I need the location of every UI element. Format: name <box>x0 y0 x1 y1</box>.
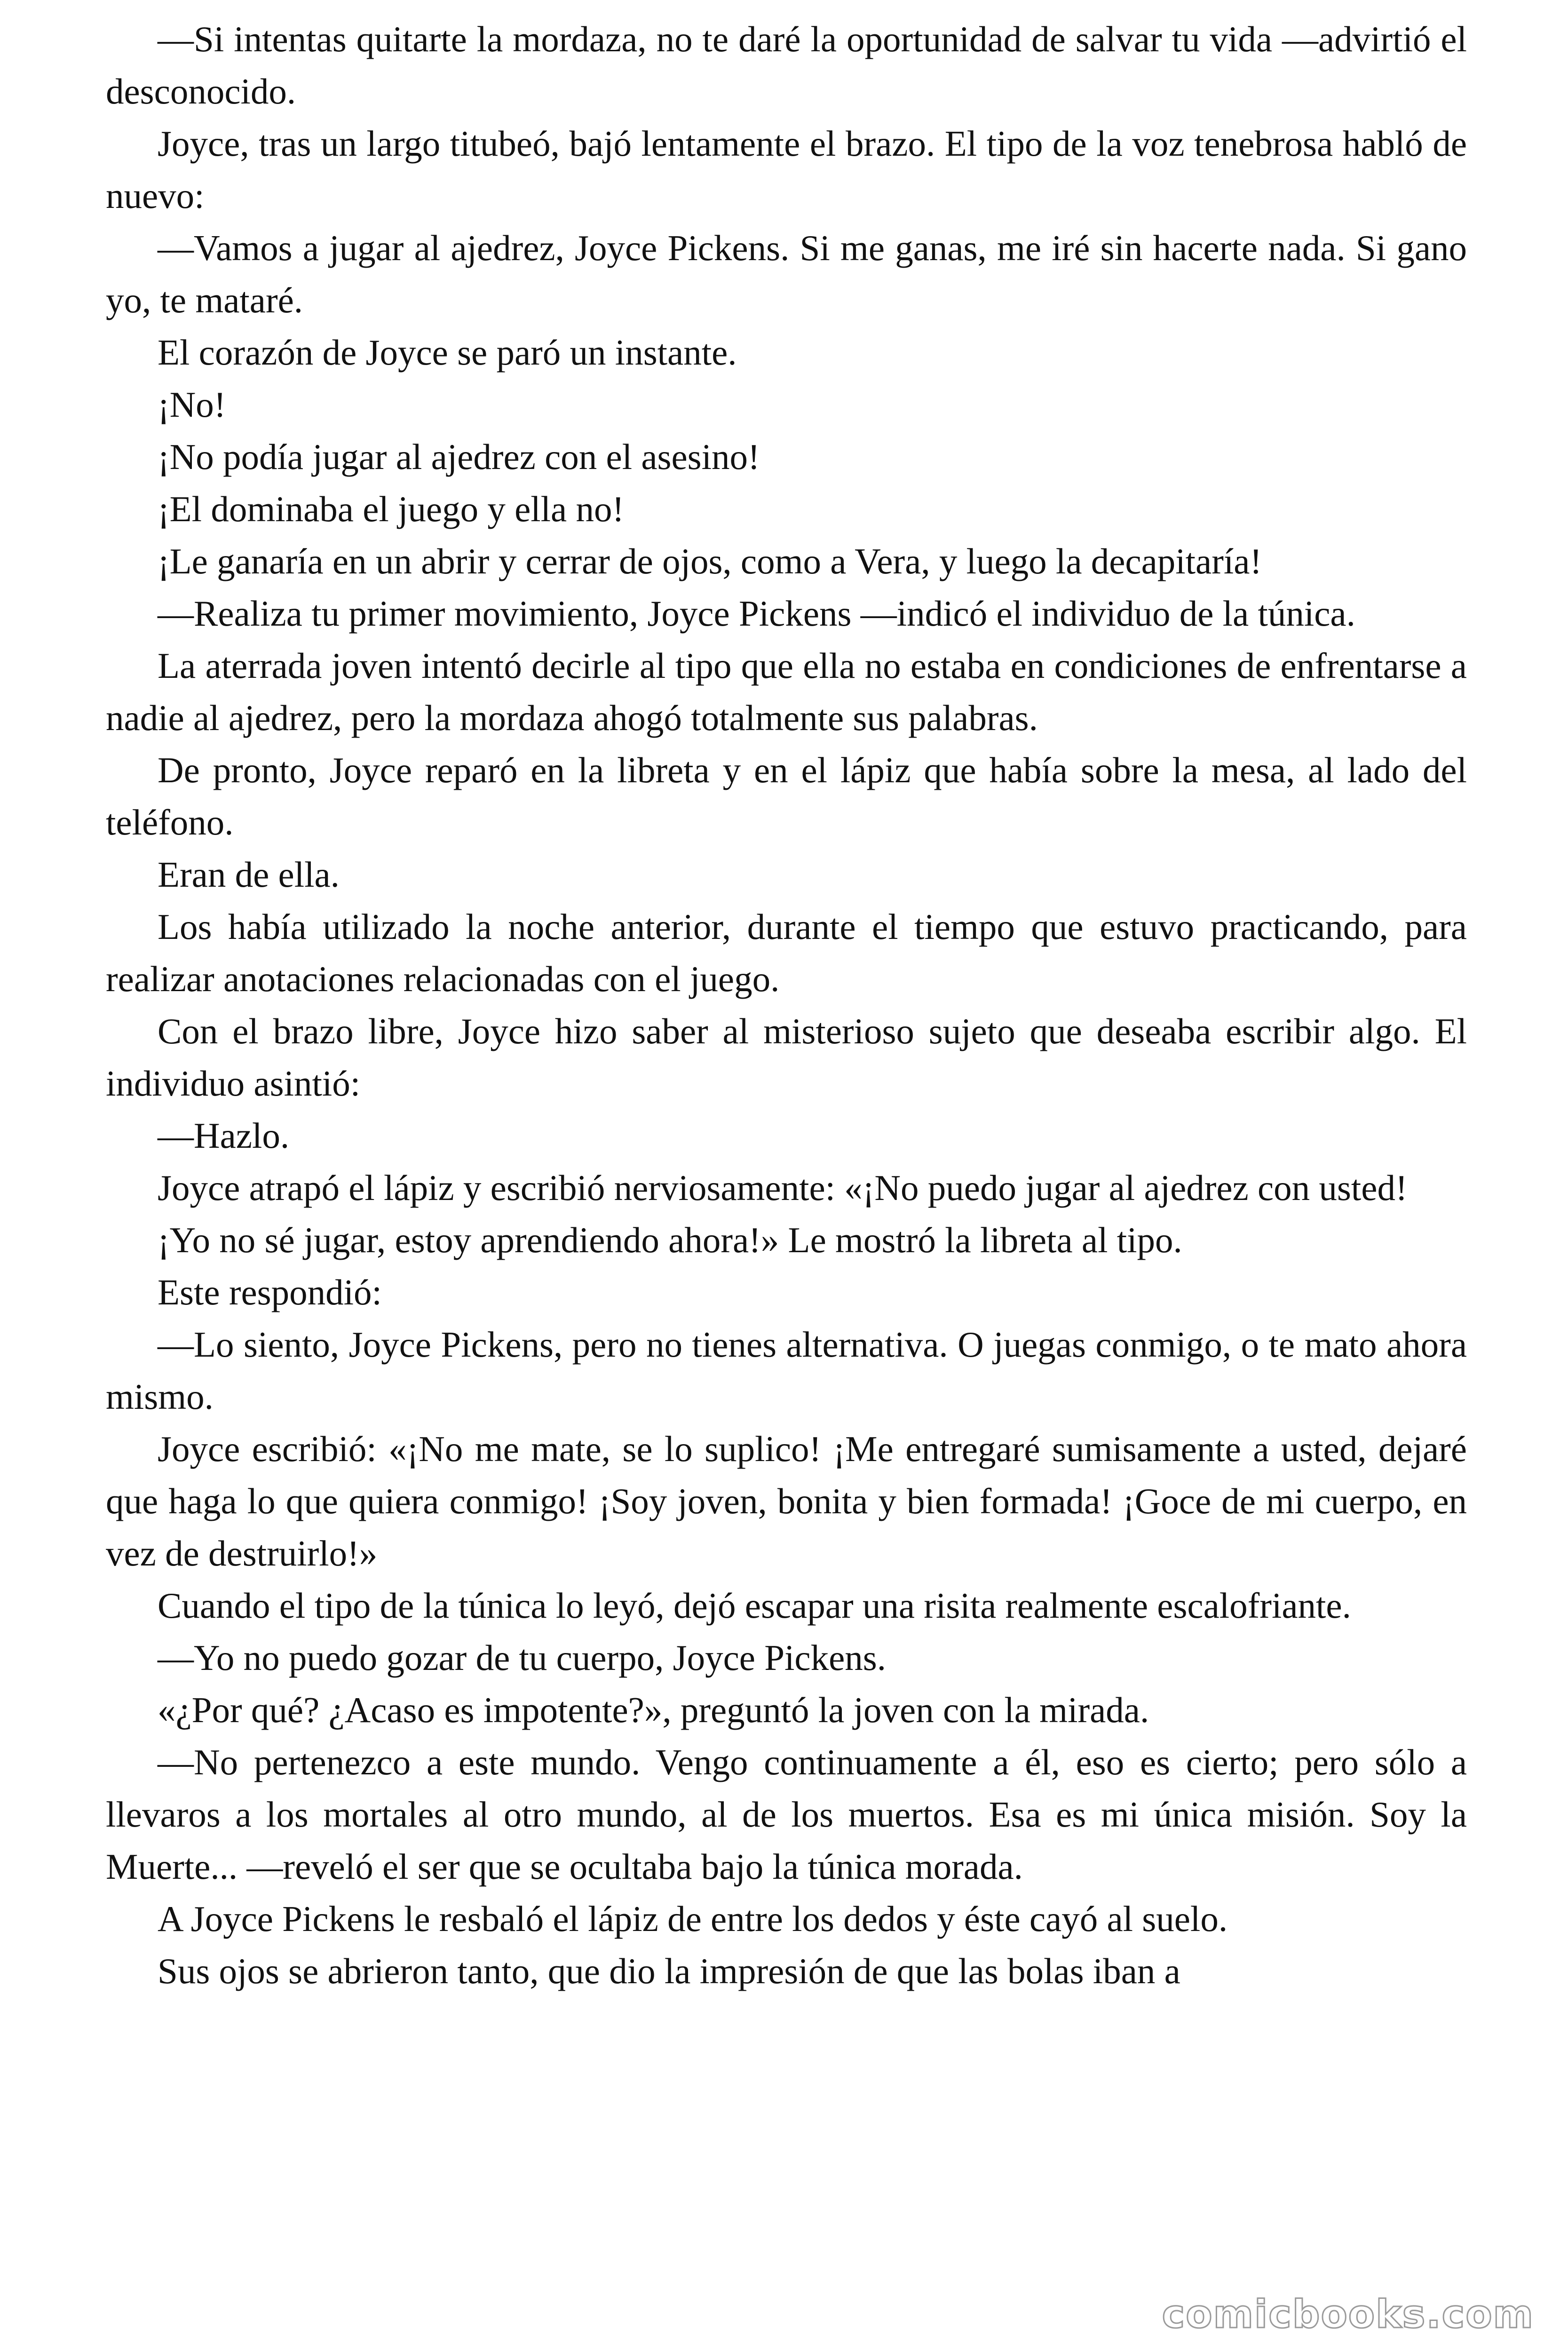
watermark-logo: comicbooks.com <box>1162 2292 1534 2337</box>
paragraph-25: A Joyce Pickens le resbaló el lápiz de entre los dedos y éste cayó al suelo. <box>158 1899 1228 1939</box>
paragraph-23: «¿Por qué? ¿Acaso es impotente?», preguntó la joven con la mirada. <box>158 1690 1149 1730</box>
paragraph-2: Joyce, tras un largo titubeó, bajó lentamente el brazo. El tipo de la voz tenebrosa habló de nuevo: <box>106 123 1467 216</box>
paragraph-10: La aterrada joven intentó decirle al tipo que ella no estaba en condiciones de enfrentarse a nadie al ajedrez, pero la mordaza ahogó totalmente sus palabras. <box>106 645 1467 738</box>
paragraph-26: Sus ojos se abrieron tanto, que dio la impresión de que las bolas iban a <box>158 1951 1180 1991</box>
paragraph-6: ¡No podía jugar al ajedrez con el asesino! <box>158 437 760 477</box>
paragraph-16: Joyce atrapó el lápiz y escribió nerviosamente: «¡No puedo jugar al ajedrez con usted! <box>158 1168 1408 1208</box>
paragraph-11: De pronto, Joyce reparó en la libreta y en el lápiz que había sobre la mesa, al lado del teléfono. <box>106 750 1467 842</box>
paragraph-14: Con el brazo libre, Joyce hizo saber al misterioso sujeto que deseaba escribir algo. El individuo asintió: <box>106 1011 1467 1104</box>
paragraph-21: Cuando el tipo de la túnica lo leyó, dejó escapar una risita realmente escalofriante. <box>158 1585 1351 1626</box>
paragraph-9: —Realiza tu primer movimiento, Joyce Pickens —indicó el individuo de la túnica. <box>158 593 1355 634</box>
paragraph-4: El corazón de Joyce se paró un instante. <box>158 332 737 373</box>
paragraph-20: Joyce escribió: «¡No me mate, se lo suplico! ¡Me entregaré sumisamente a usted, dejaré que haga lo que quiera conmigo! ¡Soy joven, bonita y bien formada! ¡Goce de mi cuerpo, en vez de destruirlo!» <box>106 1429 1467 1573</box>
paragraph-8: ¡Le ganaría en un abrir y cerrar de ojos, como a Vera, y luego la decapitaría! <box>158 541 1262 581</box>
paragraph-12: Eran de ella. <box>158 854 340 895</box>
paragraph-5: ¡No! <box>158 384 226 425</box>
paragraph-15: —Hazlo. <box>158 1115 290 1156</box>
paragraph-3: —Vamos a jugar al ajedrez, Joyce Pickens. Si me ganas, me iré sin hacerte nada. Si gano yo, te mataré. <box>106 228 1467 320</box>
paragraph-22: —Yo no puedo gozar de tu cuerpo, Joyce Pickens. <box>158 1637 886 1678</box>
paragraph-7: ¡El dominaba el juego y ella no! <box>158 489 625 529</box>
paragraph-19: —Lo siento, Joyce Pickens, pero no tienes alternativa. O juegas conmigo, o te mato ahora mismo. <box>106 1324 1467 1417</box>
paragraph-24: —No pertenezco a este mundo. Vengo continuamente a él, eso es cierto; pero sólo a llevaros a los mortales al otro mundo, al de los muertos. Esa es mi única misión. Soy la Muerte... —reveló el ser que se ocultaba bajo la túnica morada. <box>106 1742 1467 1887</box>
paragraph-17: ¡Yo no sé jugar, estoy aprendiendo ahora!» Le mostró la libreta al tipo. <box>158 1220 1182 1260</box>
paragraph-18: Este respondió: <box>158 1272 382 1312</box>
paragraph-1: —Si intentas quitarte la mordaza, no te daré la oportunidad de salvar tu vida —advirtió el desconocido. <box>106 19 1467 111</box>
paragraph-13: Los había utilizado la noche anterior, durante el tiempo que estuvo practicando, para realizar anotaciones relacionadas con el juego. <box>106 906 1467 999</box>
